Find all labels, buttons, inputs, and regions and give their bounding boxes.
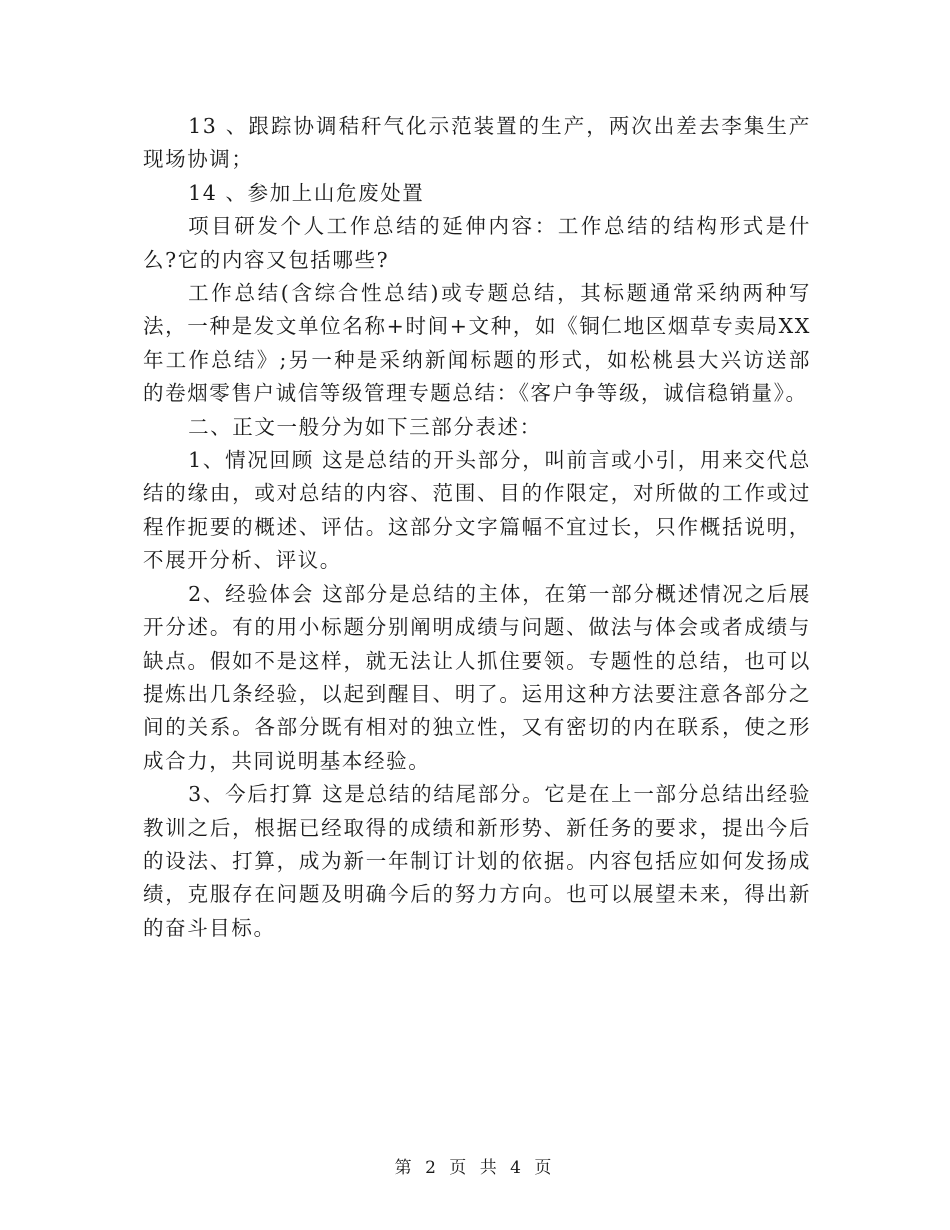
paragraph-item-14: 14 、参加上山危废处置	[188, 180, 425, 205]
paragraph-section-heading: 二、正文一般分为如下三部分表述：	[188, 414, 542, 439]
paragraph-review: 1、情况回顾 这是总结的开头部分，叫前言或小引，用来交代总结的缘由，或对总结的内容、范围、目的作限定，对所做的工作或过程作扼要的概述、评估。这部分文字篇幅不宜过长，只作概括说明，不展开分析、评议。	[143, 448, 811, 573]
paragraph-plans: 3、今后打算 这是总结的结尾部分。它是在上一部分总结出经验教训之后，根据已经取得的成绩和新形势、新任务的要求，提出今后的设法、打算，成为新一年制订计划的依据。内容包括应如何发扬成绩，克服存在问题及明确今后的努力方向。也可以展望未来，得出新的奋斗目标。	[143, 782, 811, 940]
paragraph-item-13: 13 、跟踪协调秸秆气化示范装置的生产，两次出差去李集生产现场协调；	[143, 114, 811, 172]
paragraph-title-methods: 工作总结(含综合性总结)或专题总结，其标题通常采纳两种写法，一种是发文单位名称+时间+文种，如《铜仁地区烟草专卖局XX年工作总结》;另一种是采纳新闻标题的形式，如松桃县大兴访送部的卷烟零售户诚信等级管理专题总结：《客户争等级，诚信稳销量》。	[143, 281, 811, 406]
document-body	[143, 110, 811, 945]
paragraph-experience: 2、经验体会 这部分是总结的主体，在第一部分概述情况之后展开分述。有的用小标题分别阐明成绩与问题、做法与体会或者成绩与缺点。假如不是这样，就无法让人抓住要领。专题性的总结，也可以提炼出几条经验，以起到醒目、明了。运用这种方法要注意各部分之间的关系。各部分既有相对的独立性，又有密切的内在联系，使之形成合力，共同说明基本经验。	[143, 581, 811, 773]
page-number-footer: 第 2 页 共 4 页	[394, 1158, 556, 1178]
paragraph-extension-intro: 项目研发个人工作总结的延伸内容：工作总结的结构形式是什么?它的内容又包括哪些?	[143, 214, 811, 272]
